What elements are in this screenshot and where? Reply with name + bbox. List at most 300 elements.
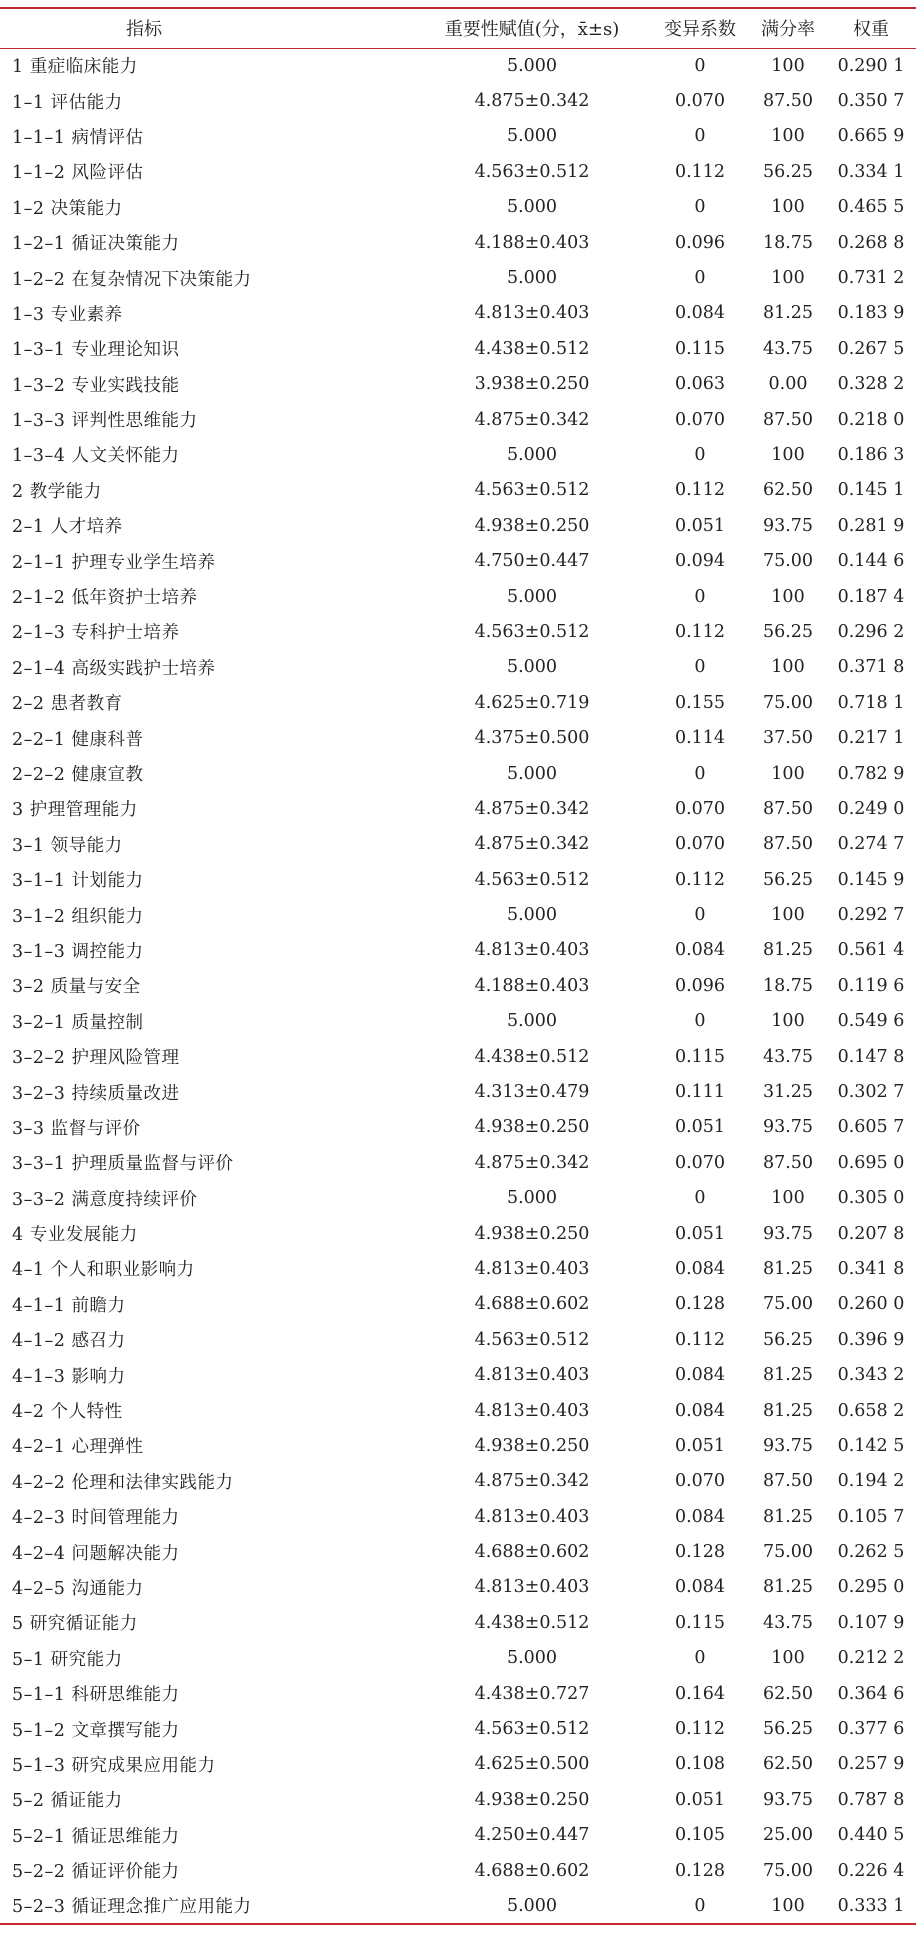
table-row: [0, 1570, 916, 1605]
weight-cell: 0.341 8: [837, 1258, 905, 1279]
table-row: [0, 933, 916, 968]
weight-cell: 0.605 7: [837, 1117, 905, 1138]
coefficient-of-variation-cell: 0.051: [674, 1223, 726, 1244]
full-score-rate-cell: 100: [750, 1888, 826, 1923]
coefficient-of-variation-cell: 0.084: [674, 1258, 726, 1279]
indicator-cell: 3–2 质量与安全: [12, 977, 141, 998]
weight-cell: 0.658 2: [837, 1400, 905, 1421]
table-row: [0, 968, 916, 1003]
coefficient-of-variation-cell: 0.128: [674, 1860, 726, 1881]
importance-score-cell: 4.438±0.727: [474, 1683, 590, 1704]
coefficient-of-variation-cell: 0.112: [674, 869, 726, 890]
coefficient-of-variation-cell: 0.094: [674, 551, 726, 572]
full-score-rate-cell: 81.25: [762, 303, 814, 324]
table-row: [0, 119, 916, 154]
indicator-cell: 5–2–3 循证理念推广应用能力: [0, 1888, 414, 1923]
weight-cell: 0.147 8: [837, 1046, 905, 1067]
importance-score-cell: 4.938±0.250: [474, 1117, 590, 1138]
header-full-score-rate: 满分率: [750, 8, 826, 48]
importance-score-cell: 4.813±0.403: [474, 1506, 590, 1527]
header-coefficient-of-variation: 变异系数: [650, 8, 750, 48]
indicator-cell: 3–2–3 持续质量改进: [12, 1083, 180, 1104]
importance-score-cell: 5.000: [506, 1648, 558, 1669]
coefficient-of-variation-cell: 0.051: [674, 1789, 726, 1810]
full-score-rate-cell: 56.25: [762, 869, 814, 890]
weight-cell: 0.292 7: [837, 905, 905, 926]
table-row: [0, 1216, 916, 1251]
full-score-rate-cell: 81.25: [762, 1400, 814, 1421]
coefficient-of-variation-cell: 0.128: [674, 1542, 726, 1563]
weight-cell: 0.281 9: [837, 515, 905, 536]
indicator-cell: 5–1–2 文章撰写能力: [12, 1720, 180, 1741]
indicator-weight-table: [0, 7, 916, 1925]
table-row: [0, 1711, 916, 1746]
importance-score-cell: 4.438±0.512: [474, 1612, 590, 1633]
importance-score-cell: 4.813±0.403: [474, 1577, 590, 1598]
importance-score-cell: 4.188±0.403: [474, 232, 590, 253]
importance-score-cell: 4.875±0.342: [474, 91, 590, 112]
weight-cell: 0.257 9: [837, 1754, 905, 1775]
full-score-rate-cell: 18.75: [762, 975, 814, 996]
full-score-rate-cell: 75.00: [762, 1542, 814, 1563]
importance-score-cell: 4.688±0.602: [474, 1294, 590, 1315]
coefficient-of-variation-cell: 0.108: [674, 1754, 726, 1775]
indicator-cell: 4–2–1 心理弹性: [12, 1437, 144, 1458]
table-row: [0, 1818, 916, 1853]
importance-score-cell: 5.000: [506, 763, 558, 784]
table-row: [0, 1110, 916, 1145]
indicator-cell: 2–1–1 护理专业学生培养: [12, 552, 216, 573]
weight-cell: 0.268 8: [837, 232, 905, 253]
table-row: [0, 1145, 916, 1180]
weight-cell: 0.334 1: [837, 161, 905, 182]
importance-score-cell: 3.938±0.250: [474, 374, 590, 395]
importance-score-cell: 4.938±0.250: [474, 1435, 590, 1456]
full-score-rate-cell: 100: [771, 1648, 805, 1669]
coefficient-of-variation-cell: 0: [694, 444, 706, 465]
coefficient-of-variation-cell: 0.111: [674, 1082, 726, 1103]
full-score-rate-cell: 87.50: [762, 798, 814, 819]
importance-score-cell: 4.438±0.512: [474, 338, 590, 359]
importance-score-cell: 5.000: [506, 268, 558, 289]
coefficient-of-variation-cell: 0: [650, 1888, 750, 1923]
table-row: [0, 190, 916, 225]
full-score-rate-cell: 93.75: [762, 515, 814, 536]
table-row: [0, 650, 916, 685]
full-score-rate-cell: 100: [771, 905, 805, 926]
full-score-rate-cell: 100: [771, 55, 805, 76]
importance-score-cell: 5.000: [506, 444, 558, 465]
importance-score-cell: 4.813±0.403: [474, 940, 590, 961]
indicator-cell: 3–2–2 护理风险管理: [12, 1048, 180, 1069]
table-row: [0, 1074, 916, 1109]
weight-cell: 0.212 2: [837, 1648, 905, 1669]
full-score-rate-cell: 100: [771, 1011, 805, 1032]
table-row: [0, 1499, 916, 1534]
coefficient-of-variation-cell: 0: [694, 586, 706, 607]
weight-cell: 0.296 2: [837, 621, 905, 642]
coefficient-of-variation-cell: 0.070: [674, 798, 726, 819]
coefficient-of-variation-cell: 0.112: [674, 161, 726, 182]
importance-score-cell: 4.938±0.250: [474, 1789, 590, 1810]
importance-score-cell: 4.813±0.403: [474, 1365, 590, 1386]
coefficient-of-variation-cell: 0.112: [674, 1719, 726, 1740]
importance-score-cell: 4.938±0.250: [474, 515, 590, 536]
table-row: [0, 331, 916, 366]
table-row: [0, 756, 916, 791]
importance-score-cell: 4.188±0.403: [474, 975, 590, 996]
weight-cell: 0.262 5: [837, 1542, 905, 1563]
full-score-rate-cell: 87.50: [762, 409, 814, 430]
full-score-rate-cell: 81.25: [762, 940, 814, 961]
table-row: [0, 473, 916, 508]
table-row: [0, 1605, 916, 1640]
coefficient-of-variation-cell: 0: [694, 763, 706, 784]
table-row: [0, 1357, 916, 1392]
weight-cell: 0.549 6: [837, 1011, 905, 1032]
table-row: [0, 1251, 916, 1286]
coefficient-of-variation-cell: 0.164: [674, 1683, 726, 1704]
coefficient-of-variation-cell: 0.084: [674, 1577, 726, 1598]
table-row: [0, 1181, 916, 1216]
weight-cell: 0.186 3: [837, 444, 905, 465]
indicator-cell: 3–3 监督与评价: [12, 1118, 141, 1139]
indicator-cell: 3–3–2 满意度持续评价: [12, 1189, 198, 1210]
table-row: [0, 1888, 916, 1923]
weight-cell: 0.328 2: [837, 374, 905, 395]
indicator-cell: 4–1–1 前瞻力: [12, 1295, 126, 1316]
full-score-rate-cell: 0.00: [768, 374, 808, 395]
weight-cell: 0.561 4: [837, 940, 905, 961]
coefficient-of-variation-cell: 0: [694, 1011, 706, 1032]
indicator-cell: 1–2–1 循证决策能力: [12, 234, 180, 255]
importance-score-cell: 4.875±0.342: [474, 834, 590, 855]
full-score-rate-cell: 25.00: [762, 1825, 814, 1846]
weight-cell: 0.787 8: [837, 1789, 905, 1810]
coefficient-of-variation-cell: 0: [694, 55, 706, 76]
indicator-cell: 5–1–3 研究成果应用能力: [12, 1755, 216, 1776]
coefficient-of-variation-cell: 0.128: [674, 1294, 726, 1315]
weight-cell: 0.183 9: [837, 303, 905, 324]
weight-cell: 0.364 6: [837, 1683, 905, 1704]
importance-score-cell: 4.625±0.500: [474, 1754, 590, 1775]
indicator-cell: 4–2–2 伦理和法律实践能力: [12, 1472, 234, 1493]
importance-score-cell: 5.000: [506, 905, 558, 926]
indicator-cell: 4–2 个人特性: [12, 1402, 123, 1423]
table-row: [0, 685, 916, 720]
coefficient-of-variation-cell: 0.084: [674, 303, 726, 324]
importance-score-cell: 4.250±0.447: [474, 1825, 590, 1846]
full-score-rate-cell: 75.00: [762, 551, 814, 572]
indicator-cell: 3–1–3 调控能力: [12, 941, 144, 962]
importance-score-cell: 4.438±0.512: [474, 1046, 590, 1067]
coefficient-of-variation-cell: 0.051: [674, 515, 726, 536]
table-row: [0, 1039, 916, 1074]
weight-cell: 0.267 5: [837, 338, 905, 359]
table-row: [0, 367, 916, 402]
full-score-rate-cell: 87.50: [762, 1152, 814, 1173]
indicator-cell: 3–1–2 组织能力: [12, 906, 144, 927]
full-score-rate-cell: 43.75: [762, 1612, 814, 1633]
full-score-rate-cell: 18.75: [762, 232, 814, 253]
full-score-rate-cell: 43.75: [762, 1046, 814, 1067]
coefficient-of-variation-cell: 0.096: [674, 232, 726, 253]
indicator-cell: 1–3 专业素养: [12, 304, 123, 325]
full-score-rate-cell: 81.25: [762, 1365, 814, 1386]
coefficient-of-variation-cell: 0: [694, 197, 706, 218]
coefficient-of-variation-cell: 0.084: [674, 1400, 726, 1421]
importance-score-cell: 4.313±0.479: [474, 1082, 590, 1103]
weight-cell: 0.295 0: [837, 1577, 905, 1598]
full-score-rate-cell: 100: [771, 586, 805, 607]
indicator-cell: 4–2–4 问题解决能力: [12, 1543, 180, 1564]
importance-score-cell: 4.563±0.512: [474, 1329, 590, 1350]
coefficient-of-variation-cell: 0: [694, 657, 706, 678]
table-row: [0, 1393, 916, 1428]
coefficient-of-variation-cell: 0.112: [674, 621, 726, 642]
full-score-rate-cell: 75.00: [762, 692, 814, 713]
indicator-cell: 2–2–2 健康宣教: [12, 765, 144, 785]
coefficient-of-variation-cell: 0.114: [674, 728, 726, 749]
indicator-cell: 1–3–3 评判性思维能力: [12, 411, 198, 432]
full-score-rate-cell: 75.00: [762, 1294, 814, 1315]
indicator-cell: 5–2–1 循证思维能力: [12, 1826, 180, 1847]
importance-score-cell: 4.563±0.512: [474, 1719, 590, 1740]
weight-cell: 0.377 6: [837, 1719, 905, 1740]
importance-score-cell: 5.000: [414, 1888, 650, 1923]
weight-cell: 0.718 1: [837, 692, 905, 713]
full-score-rate-cell: 56.25: [762, 161, 814, 182]
full-score-rate-cell: 100: [771, 126, 805, 147]
weight-cell: 0.782 9: [837, 763, 905, 784]
coefficient-of-variation-cell: 0.070: [674, 91, 726, 112]
weight-cell: 0.665 9: [837, 126, 905, 147]
weight-cell: 0.144 6: [837, 551, 905, 572]
table-row: [0, 579, 916, 614]
importance-score-cell: 5.000: [506, 586, 558, 607]
table-row: [0, 1464, 916, 1499]
table-row: [0, 260, 916, 295]
indicator-cell: 2–1 人才培养: [12, 517, 123, 538]
header-importance-score: 重要性赋值(分，x̄±s): [414, 8, 650, 48]
indicator-cell: 1–1 评估能力: [12, 92, 123, 113]
table-row: [0, 154, 916, 189]
weight-cell: 0.440 5: [837, 1825, 905, 1846]
table-row: [0, 720, 916, 755]
indicator-cell: 4 专业发展能力: [12, 1225, 138, 1246]
table-row: [0, 1782, 916, 1817]
importance-score-cell: 4.688±0.602: [474, 1860, 590, 1881]
table-row: [0, 1641, 916, 1676]
indicator-cell: 4–1–2 感召力: [12, 1331, 126, 1352]
weight-cell: 0.465 5: [837, 197, 905, 218]
weight-cell: 0.290 1: [837, 55, 905, 76]
full-score-rate-cell: 100: [771, 197, 805, 218]
coefficient-of-variation-cell: 0: [694, 1648, 706, 1669]
full-score-rate-cell: 62.50: [762, 1754, 814, 1775]
table-body: [0, 48, 916, 1924]
table-row: [0, 1322, 916, 1357]
table-row: [0, 543, 916, 578]
coefficient-of-variation-cell: 0: [694, 126, 706, 147]
indicator-cell: 5–1 研究能力: [12, 1649, 123, 1670]
table-row: [0, 1676, 916, 1711]
table-row: [0, 862, 916, 897]
importance-score-cell: 4.813±0.403: [474, 303, 590, 324]
coefficient-of-variation-cell: 0.070: [674, 1471, 726, 1492]
table-row: [0, 1287, 916, 1322]
weight-cell: 0.194 2: [837, 1471, 905, 1492]
indicator-cell: 2–2 患者教育: [12, 694, 123, 715]
indicator-cell: 5–2–2 循证评价能力: [12, 1862, 180, 1883]
indicator-cell: 4–1 个人和职业影响力: [12, 1260, 195, 1281]
full-score-rate-cell: 81.25: [762, 1577, 814, 1598]
importance-score-cell: 4.563±0.512: [474, 480, 590, 501]
table-header: [0, 8, 916, 48]
weight-cell: 0.371 8: [837, 657, 905, 678]
table-row: [0, 83, 916, 118]
indicator-cell: 1–1–2 风险评估: [12, 163, 144, 184]
full-score-rate-cell: 93.75: [762, 1789, 814, 1810]
full-score-rate-cell: 81.25: [762, 1506, 814, 1527]
indicator-cell: 1–2–2 在复杂情况下决策能力: [12, 269, 252, 290]
importance-score-cell: 5.000: [506, 55, 558, 76]
table-row: [0, 897, 916, 932]
full-score-rate-cell: 93.75: [762, 1435, 814, 1456]
full-score-rate-cell: 81.25: [762, 1258, 814, 1279]
indicator-cell: 3–1–1 计划能力: [12, 871, 144, 892]
weight-cell: 0.187 4: [837, 586, 905, 607]
table-row: [0, 827, 916, 862]
coefficient-of-variation-cell: 0.115: [674, 338, 726, 359]
importance-score-cell: 4.375±0.500: [474, 728, 590, 749]
coefficient-of-variation-cell: 0: [694, 268, 706, 289]
weight-cell: 0.350 7: [837, 91, 905, 112]
table-row: [0, 614, 916, 649]
importance-score-cell: 4.813±0.403: [474, 1400, 590, 1421]
indicator-cell: 1–2 决策能力: [12, 198, 123, 219]
indicator-cell: 2–1–3 专科护士培养: [12, 623, 180, 644]
table-row: [0, 48, 916, 83]
coefficient-of-variation-cell: 0.105: [674, 1825, 726, 1846]
weight-cell: 0.333 1: [826, 1888, 916, 1923]
weight-cell: 0.396 9: [837, 1329, 905, 1350]
weight-cell: 0.217 1: [837, 728, 905, 749]
importance-score-cell: 4.875±0.342: [474, 409, 590, 430]
weight-cell: 0.145 1: [837, 480, 905, 501]
coefficient-of-variation-cell: 0.063: [674, 374, 726, 395]
full-score-rate-cell: 87.50: [762, 91, 814, 112]
full-score-rate-cell: 93.75: [762, 1117, 814, 1138]
indicator-cell: 1–1–1 病情评估: [12, 127, 144, 148]
indicator-cell: 4–2–3 时间管理能力: [12, 1508, 180, 1529]
indicator-cell: 4–1–3 影响力: [12, 1366, 126, 1387]
weight-cell: 0.207 8: [837, 1223, 905, 1244]
indicator-cell: 3–3–1 护理质量监督与评价: [12, 1154, 234, 1175]
full-score-rate-cell: 56.25: [762, 1329, 814, 1350]
importance-score-cell: 4.688±0.602: [474, 1542, 590, 1563]
full-score-rate-cell: 37.50: [762, 728, 814, 749]
table-row: [0, 1004, 916, 1039]
importance-score-cell: 4.813±0.403: [474, 1258, 590, 1279]
weight-cell: 0.731 2: [837, 268, 905, 289]
indicator-cell: 3–2–1 质量控制: [12, 1012, 144, 1033]
weight-cell: 0.107 9: [837, 1612, 905, 1633]
importance-score-cell: 4.625±0.719: [474, 692, 590, 713]
weight-cell: 0.249 0: [837, 798, 905, 819]
weight-cell: 0.260 0: [837, 1294, 905, 1315]
coefficient-of-variation-cell: 0.070: [674, 834, 726, 855]
weight-cell: 0.105 7: [837, 1506, 905, 1527]
indicator-cell: 5–1–1 科研思维能力: [12, 1685, 180, 1706]
indicator-cell: 1 重症临床能力: [12, 57, 138, 78]
weight-cell: 0.226 4: [837, 1860, 905, 1881]
coefficient-of-variation-cell: 0.084: [674, 1365, 726, 1386]
indicator-cell: 5–2 循证能力: [12, 1791, 123, 1812]
indicator-cell: 1–3–1 专业理论知识: [12, 340, 180, 361]
coefficient-of-variation-cell: 0: [694, 1188, 706, 1209]
importance-score-cell: 4.563±0.512: [474, 621, 590, 642]
coefficient-of-variation-cell: 0.070: [674, 1152, 726, 1173]
importance-score-cell: 4.875±0.342: [474, 1471, 590, 1492]
importance-score-cell: 4.563±0.512: [474, 869, 590, 890]
table-row: [0, 1534, 916, 1569]
weight-cell: 0.119 6: [837, 975, 905, 996]
coefficient-of-variation-cell: 0.051: [674, 1435, 726, 1456]
table-row: [0, 437, 916, 472]
weight-cell: 0.142 5: [837, 1435, 905, 1456]
table-row: [0, 402, 916, 437]
table-row: [0, 1428, 916, 1463]
full-score-rate-cell: 87.50: [762, 1471, 814, 1492]
indicator-cell: 2–1–4 高级实践护士培养: [12, 658, 216, 679]
full-score-rate-cell: 75.00: [762, 1860, 814, 1881]
full-score-rate-cell: 62.50: [762, 1683, 814, 1704]
full-score-rate-cell: 100: [771, 444, 805, 465]
coefficient-of-variation-cell: 0.112: [674, 1329, 726, 1350]
importance-score-cell: 4.563±0.512: [474, 161, 590, 182]
header-indicator: 指标: [0, 8, 414, 48]
indicator-cell: 3–1 领导能力: [12, 835, 123, 856]
importance-score-cell: 4.938±0.250: [474, 1223, 590, 1244]
weight-cell: 0.343 2: [837, 1365, 905, 1386]
table-row: [0, 791, 916, 826]
indicator-cell: 2–2–1 健康科普: [12, 729, 144, 750]
coefficient-of-variation-cell: 0: [694, 905, 706, 926]
coefficient-of-variation-cell: 0.084: [674, 940, 726, 961]
full-score-rate-cell: 56.25: [762, 1719, 814, 1740]
full-score-rate-cell: 31.25: [762, 1082, 814, 1103]
coefficient-of-variation-cell: 0.096: [674, 975, 726, 996]
weight-cell: 0.145 9: [837, 869, 905, 890]
table-row: [0, 296, 916, 331]
coefficient-of-variation-cell: 0.070: [674, 409, 726, 430]
indicator-cell: 2–1–2 低年资护士培养: [12, 588, 198, 609]
indicator-cell: 2 教学能力: [12, 481, 102, 502]
indicator-cell: 1–3–2 专业实践技能: [12, 375, 180, 396]
weight-cell: 0.302 7: [837, 1082, 905, 1103]
coefficient-of-variation-cell: 0.112: [674, 480, 726, 501]
coefficient-of-variation-cell: 0.051: [674, 1117, 726, 1138]
importance-score-cell: 5.000: [506, 1011, 558, 1032]
coefficient-of-variation-cell: 0.115: [674, 1046, 726, 1067]
indicator-cell: 5 研究循证能力: [12, 1614, 138, 1635]
weight-cell: 0.274 7: [837, 834, 905, 855]
importance-score-cell: 4.750±0.447: [474, 551, 590, 572]
header-weight: 权重: [826, 8, 916, 48]
coefficient-of-variation-cell: 0.084: [674, 1506, 726, 1527]
indicator-cell: 3 护理管理能力: [12, 800, 138, 821]
